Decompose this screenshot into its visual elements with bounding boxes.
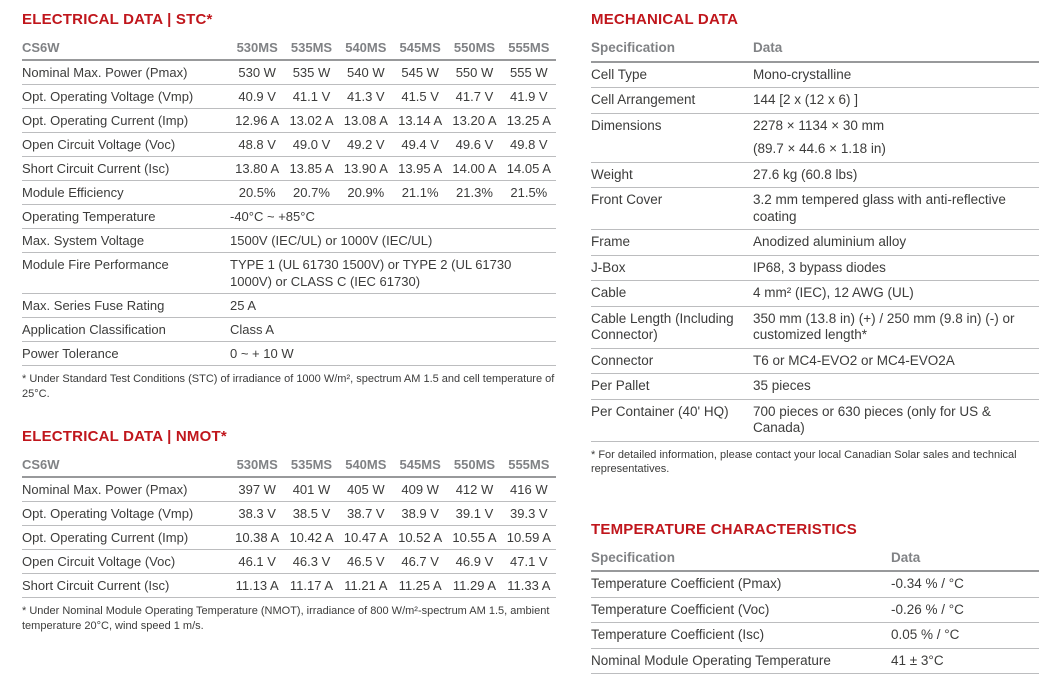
table-row bbox=[22, 181, 556, 205]
value-cell: 11.29 A bbox=[447, 574, 501, 598]
row-label: Cable Length (Including Connector) bbox=[591, 306, 753, 348]
model-column-header: 540MS bbox=[339, 36, 393, 60]
value-cell: 49.4 V bbox=[393, 133, 447, 157]
span-value-cell: 25 A bbox=[230, 294, 556, 318]
value-line: 27.6 kg (60.8 lbs) bbox=[753, 167, 1039, 184]
value-line: 700 pieces or 630 pieces (only for US & Canada) bbox=[753, 404, 1039, 437]
data-column-header: Data bbox=[891, 546, 1039, 572]
value-cell: 11.33 A bbox=[502, 574, 556, 598]
electrical-stc-title: ELECTRICAL DATA | STC* bbox=[22, 11, 556, 28]
table-row bbox=[22, 253, 556, 294]
value-cell bbox=[753, 88, 1039, 114]
value-cell: 11.25 A bbox=[393, 574, 447, 598]
mechanical-section bbox=[591, 11, 1039, 477]
value-line: Mono-crystalline bbox=[753, 67, 1039, 84]
value-cell: 21.1% bbox=[393, 181, 447, 205]
value-cell: 41.1 V bbox=[284, 85, 338, 109]
mechanical-header-row bbox=[591, 36, 1039, 62]
table-row bbox=[22, 477, 556, 502]
value-cell: 10.47 A bbox=[339, 526, 393, 550]
row-label: Temperature Coefficient (Isc) bbox=[591, 623, 891, 649]
span-value-cell: Class A bbox=[230, 318, 556, 342]
row-label: Weight bbox=[591, 162, 753, 188]
value-cell: 412 W bbox=[447, 477, 501, 502]
data-column-header: Data bbox=[753, 36, 1039, 62]
value-cell bbox=[753, 113, 1039, 162]
electrical-stc-section bbox=[22, 11, 556, 401]
value-cell: 13.08 A bbox=[339, 109, 393, 133]
value-cell: 41.3 V bbox=[339, 85, 393, 109]
value-cell: 11.13 A bbox=[230, 574, 284, 598]
row-label: Per Pallet bbox=[591, 374, 753, 400]
stc-header-row bbox=[22, 36, 556, 60]
electrical-nmot-table bbox=[22, 453, 556, 598]
table-row bbox=[591, 62, 1039, 88]
table-row bbox=[22, 205, 556, 229]
value-cell: 39.1 V bbox=[447, 502, 501, 526]
value-cell: 555 W bbox=[502, 60, 556, 85]
value-cell bbox=[753, 162, 1039, 188]
row-label: Cell Arrangement bbox=[591, 88, 753, 114]
value-cell: 49.0 V bbox=[284, 133, 338, 157]
value-cell: 41.9 V bbox=[502, 85, 556, 109]
table-row bbox=[591, 306, 1039, 348]
value-cell bbox=[753, 348, 1039, 374]
value-cell: 11.21 A bbox=[339, 574, 393, 598]
row-label: Application Classification bbox=[22, 318, 230, 342]
table-row bbox=[591, 399, 1039, 441]
row-label: Nominal Max. Power (Pmax) bbox=[22, 60, 230, 85]
model-column-header: 540MS bbox=[339, 453, 393, 477]
table-row bbox=[591, 255, 1039, 281]
row-label: Opt. Operating Current (Imp) bbox=[22, 526, 230, 550]
value-cell: 530 W bbox=[230, 60, 284, 85]
table-row bbox=[591, 374, 1039, 400]
value-cell: 41.7 V bbox=[447, 85, 501, 109]
row-label: Cable bbox=[591, 281, 753, 307]
value-cell: 14.00 A bbox=[447, 157, 501, 181]
row-label: Nominal Module Operating Temperature bbox=[591, 648, 891, 674]
value-cell bbox=[891, 597, 1039, 623]
value-cell: 20.9% bbox=[339, 181, 393, 205]
model-column-header: 545MS bbox=[393, 453, 447, 477]
nmot-footnote: * Under Nominal Module Operating Temperature (NMOT), irradiance of 800 W/m²-spectrum AM 1.5, ambient temperature 20°C, wind speed 1 m/s. bbox=[22, 604, 556, 633]
row-label: Temperature Coefficient (Voc) bbox=[591, 597, 891, 623]
nmot-header-row bbox=[22, 453, 556, 477]
row-label: Open Circuit Voltage (Voc) bbox=[22, 550, 230, 574]
span-value-cell: 1500V (IEC/UL) or 1000V (IEC/UL) bbox=[230, 229, 556, 253]
value-cell: 13.90 A bbox=[339, 157, 393, 181]
value-cell: 10.42 A bbox=[284, 526, 338, 550]
value-cell: 20.5% bbox=[230, 181, 284, 205]
table-row bbox=[591, 348, 1039, 374]
row-label: Operating Temperature bbox=[22, 205, 230, 229]
value-cell: 397 W bbox=[230, 477, 284, 502]
row-label: Open Circuit Voltage (Voc) bbox=[22, 133, 230, 157]
value-line: 3.2 mm tempered glass with anti-reflective coating bbox=[753, 192, 1039, 225]
stc-footnote: * Under Standard Test Conditions (STC) of irradiance of 1000 W/m², spectrum AM 1.5 and cell temperature of 25°C. bbox=[22, 372, 556, 401]
value-cell: 10.55 A bbox=[447, 526, 501, 550]
value-cell: 38.9 V bbox=[393, 502, 447, 526]
model-column-header: 555MS bbox=[502, 453, 556, 477]
value-cell: 13.20 A bbox=[447, 109, 501, 133]
value-cell: 10.59 A bbox=[502, 526, 556, 550]
temperature-title: TEMPERATURE CHARACTERISTICS bbox=[591, 521, 1039, 538]
value-line: (89.7 × 44.6 × 1.18 in) bbox=[753, 141, 1039, 158]
value-line: 144 [2 x (12 x 6) ] bbox=[753, 92, 1039, 109]
row-label: Opt. Operating Voltage (Vmp) bbox=[22, 85, 230, 109]
electrical-nmot-section bbox=[22, 428, 556, 633]
value-cell: 550 W bbox=[447, 60, 501, 85]
table-row bbox=[22, 318, 556, 342]
mechanical-title: MECHANICAL DATA bbox=[591, 11, 1039, 28]
model-column-header: 535MS bbox=[284, 36, 338, 60]
table-row bbox=[591, 281, 1039, 307]
value-line: 35 pieces bbox=[753, 378, 1039, 395]
model-column-header: 555MS bbox=[502, 36, 556, 60]
value-line: 2278 × 1134 × 30 mm bbox=[753, 118, 1039, 135]
value-cell: 49.2 V bbox=[339, 133, 393, 157]
value-cell: 416 W bbox=[502, 477, 556, 502]
row-label: Module Efficiency bbox=[22, 181, 230, 205]
row-label: Frame bbox=[591, 230, 753, 256]
spec-column-header: Specification bbox=[591, 36, 753, 62]
mechanical-footnote: * For detailed information, please contact your local Canadian Solar sales and technical representatives. bbox=[591, 448, 1039, 477]
left-column bbox=[22, 11, 556, 674]
value-cell bbox=[891, 571, 1039, 597]
spec-column-header: Specification bbox=[591, 546, 891, 572]
row-label: Nominal Max. Power (Pmax) bbox=[22, 477, 230, 502]
value-cell: 38.5 V bbox=[284, 502, 338, 526]
value-cell bbox=[753, 281, 1039, 307]
value-cell: 409 W bbox=[393, 477, 447, 502]
value-cell: 46.9 V bbox=[447, 550, 501, 574]
table-row bbox=[22, 526, 556, 550]
mechanical-table bbox=[591, 36, 1039, 442]
value-cell bbox=[753, 399, 1039, 441]
value-cell: 10.52 A bbox=[393, 526, 447, 550]
temperature-header-row bbox=[591, 546, 1039, 572]
table-row bbox=[591, 623, 1039, 649]
right-column bbox=[591, 11, 1039, 674]
value-line: 4 mm² (IEC), 12 AWG (UL) bbox=[753, 285, 1039, 302]
row-label: Temperature Coefficient (Pmax) bbox=[591, 571, 891, 597]
table-row bbox=[591, 597, 1039, 623]
model-column-header: 530MS bbox=[230, 453, 284, 477]
value-cell: 48.8 V bbox=[230, 133, 284, 157]
value-cell: 49.8 V bbox=[502, 133, 556, 157]
value-cell bbox=[753, 62, 1039, 88]
table-row bbox=[591, 230, 1039, 256]
value-cell: 13.95 A bbox=[393, 157, 447, 181]
table-row bbox=[22, 294, 556, 318]
value-cell: 46.5 V bbox=[339, 550, 393, 574]
value-cell bbox=[891, 623, 1039, 649]
electrical-stc-table bbox=[22, 36, 556, 366]
model-series-label: CS6W bbox=[22, 453, 230, 477]
value-cell: 13.14 A bbox=[393, 109, 447, 133]
row-label: Opt. Operating Voltage (Vmp) bbox=[22, 502, 230, 526]
row-label: Short Circuit Current (Isc) bbox=[22, 157, 230, 181]
value-cell: 46.3 V bbox=[284, 550, 338, 574]
table-row bbox=[591, 88, 1039, 114]
table-row bbox=[591, 648, 1039, 674]
table-row bbox=[22, 85, 556, 109]
electrical-nmot-title: ELECTRICAL DATA | NMOT* bbox=[22, 428, 556, 445]
row-label: Module Fire Performance bbox=[22, 253, 230, 294]
model-series-label: CS6W bbox=[22, 36, 230, 60]
value-cell: 10.38 A bbox=[230, 526, 284, 550]
model-column-header: 545MS bbox=[393, 36, 447, 60]
value-cell bbox=[753, 374, 1039, 400]
table-row bbox=[22, 229, 556, 253]
value-cell bbox=[753, 188, 1039, 230]
value-cell: 21.5% bbox=[502, 181, 556, 205]
model-column-header: 535MS bbox=[284, 453, 338, 477]
value-line: 41 ± 3°C bbox=[891, 653, 1039, 670]
row-label: Power Tolerance bbox=[22, 342, 230, 366]
value-cell: 38.3 V bbox=[230, 502, 284, 526]
table-row bbox=[22, 109, 556, 133]
value-cell bbox=[753, 306, 1039, 348]
table-row bbox=[591, 571, 1039, 597]
value-cell bbox=[753, 255, 1039, 281]
row-label: Front Cover bbox=[591, 188, 753, 230]
value-cell: 13.85 A bbox=[284, 157, 338, 181]
value-cell: 405 W bbox=[339, 477, 393, 502]
value-cell: 46.1 V bbox=[230, 550, 284, 574]
table-row bbox=[591, 162, 1039, 188]
value-cell bbox=[753, 230, 1039, 256]
value-cell: 41.5 V bbox=[393, 85, 447, 109]
value-cell: 12.96 A bbox=[230, 109, 284, 133]
value-cell: 39.3 V bbox=[502, 502, 556, 526]
value-cell: 540 W bbox=[339, 60, 393, 85]
span-value-cell: 0 ~ + 10 W bbox=[230, 342, 556, 366]
table-row bbox=[22, 157, 556, 181]
row-label: Short Circuit Current (Isc) bbox=[22, 574, 230, 598]
value-cell: 21.3% bbox=[447, 181, 501, 205]
value-line: IP68, 3 bypass diodes bbox=[753, 260, 1039, 277]
value-cell: 47.1 V bbox=[502, 550, 556, 574]
value-cell: 535 W bbox=[284, 60, 338, 85]
value-line: T6 or MC4-EVO2 or MC4-EVO2A bbox=[753, 353, 1039, 370]
model-column-header: 530MS bbox=[230, 36, 284, 60]
value-cell bbox=[891, 648, 1039, 674]
model-column-header: 550MS bbox=[447, 36, 501, 60]
value-cell: 11.17 A bbox=[284, 574, 338, 598]
table-row bbox=[591, 113, 1039, 162]
table-row bbox=[22, 574, 556, 598]
value-line: 0.05 % / °C bbox=[891, 627, 1039, 644]
temperature-section bbox=[591, 521, 1039, 674]
value-line: -0.34 % / °C bbox=[891, 576, 1039, 593]
table-row bbox=[591, 188, 1039, 230]
row-label: Max. Series Fuse Rating bbox=[22, 294, 230, 318]
row-label: Cell Type bbox=[591, 62, 753, 88]
value-cell: 13.25 A bbox=[502, 109, 556, 133]
value-cell: 40.9 V bbox=[230, 85, 284, 109]
row-label: Opt. Operating Current (Imp) bbox=[22, 109, 230, 133]
row-label: J-Box bbox=[591, 255, 753, 281]
table-row bbox=[22, 133, 556, 157]
value-cell: 49.6 V bbox=[447, 133, 501, 157]
table-row bbox=[22, 550, 556, 574]
table-row bbox=[22, 342, 556, 366]
value-line: -0.26 % / °C bbox=[891, 602, 1039, 619]
span-value-cell: TYPE 1 (UL 61730 1500V) or TYPE 2 (UL 61730 1000V) or CLASS C (IEC 61730) bbox=[230, 253, 556, 294]
value-line: 350 mm (13.8 in) (+) / 250 mm (9.8 in) (-) or customized length* bbox=[753, 311, 1039, 344]
value-cell: 14.05 A bbox=[502, 157, 556, 181]
table-row bbox=[22, 60, 556, 85]
value-cell: 13.02 A bbox=[284, 109, 338, 133]
span-value-cell: -40°C ~ +85°C bbox=[230, 205, 556, 229]
row-label: Dimensions bbox=[591, 113, 753, 162]
row-label: Connector bbox=[591, 348, 753, 374]
table-row bbox=[22, 502, 556, 526]
value-cell: 401 W bbox=[284, 477, 338, 502]
value-line: Anodized aluminium alloy bbox=[753, 234, 1039, 251]
model-column-header: 550MS bbox=[447, 453, 501, 477]
value-cell: 38.7 V bbox=[339, 502, 393, 526]
value-cell: 20.7% bbox=[284, 181, 338, 205]
row-label: Per Container (40' HQ) bbox=[591, 399, 753, 441]
row-label: Max. System Voltage bbox=[22, 229, 230, 253]
value-cell: 545 W bbox=[393, 60, 447, 85]
value-cell: 13.80 A bbox=[230, 157, 284, 181]
value-cell: 46.7 V bbox=[393, 550, 447, 574]
